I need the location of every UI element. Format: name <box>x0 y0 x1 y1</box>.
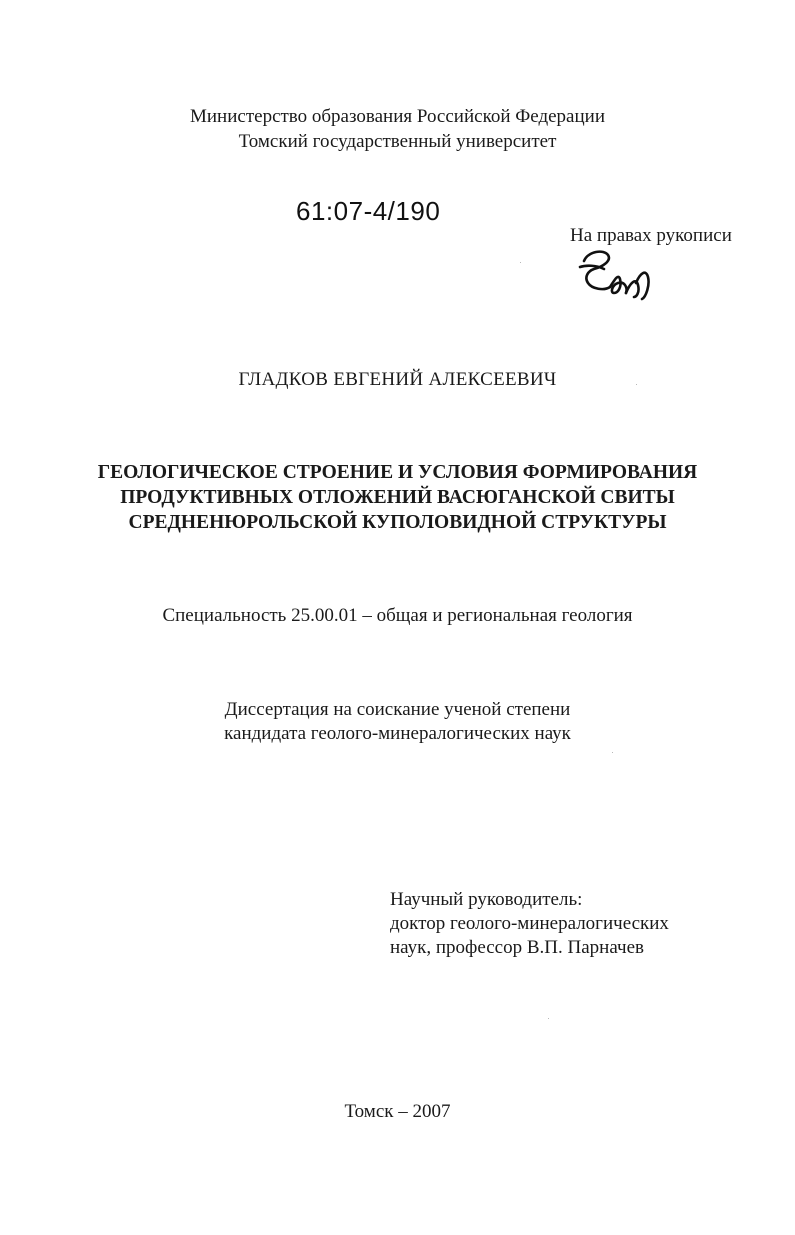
ministry-name: Министерство образования Российской Федерации <box>190 106 605 127</box>
speciality: Специальность 25.00.01 – общая и региональная геология <box>162 605 633 626</box>
scan-speck <box>636 384 637 385</box>
supervisor-label: Научный руководитель: <box>390 889 583 910</box>
scan-speck <box>612 752 613 753</box>
scan-speck <box>520 262 521 263</box>
university-name: Томский государственный университет <box>238 131 557 152</box>
library-stamp-number: 61:07-4/190 <box>296 196 441 226</box>
title-line: ПРОДУКТИВНЫХ ОТЛОЖЕНИЙ ВАСЮГАНСКОЙ СВИТЫ <box>120 487 675 508</box>
supervisor-block <box>390 888 669 960</box>
supervisor-name: наук, профессор В.П. Парначев <box>390 937 644 958</box>
title-line: СРЕДНЕНЮРОЛЬСКОЙ КУПОЛОВИДНОЙ СТРУКТУРЫ <box>128 512 667 533</box>
handwritten-signature-icon <box>574 243 654 305</box>
title-line: ГЕОЛОГИЧЕСКОЕ СТРОЕНИЕ И УСЛОВИЯ ФОРМИРОВАНИЯ <box>97 462 698 483</box>
city-and-year: Томск – 2007 <box>344 1101 451 1122</box>
dissertation-title <box>0 460 795 535</box>
dissertation-degree-line-2: кандидата геолого-минералогических наук <box>224 723 571 744</box>
scan-speck <box>548 1018 549 1019</box>
author-name: ГЛАДКОВ ЕВГЕНИЙ АЛЕКСЕЕВИЧ <box>238 369 557 390</box>
supervisor-degree: доктор геолого-минералогических <box>390 913 669 934</box>
manuscript-rights-note: На правах рукописи <box>570 225 732 246</box>
dissertation-degree-line-1: Диссертация на соискание ученой степени <box>224 699 571 720</box>
